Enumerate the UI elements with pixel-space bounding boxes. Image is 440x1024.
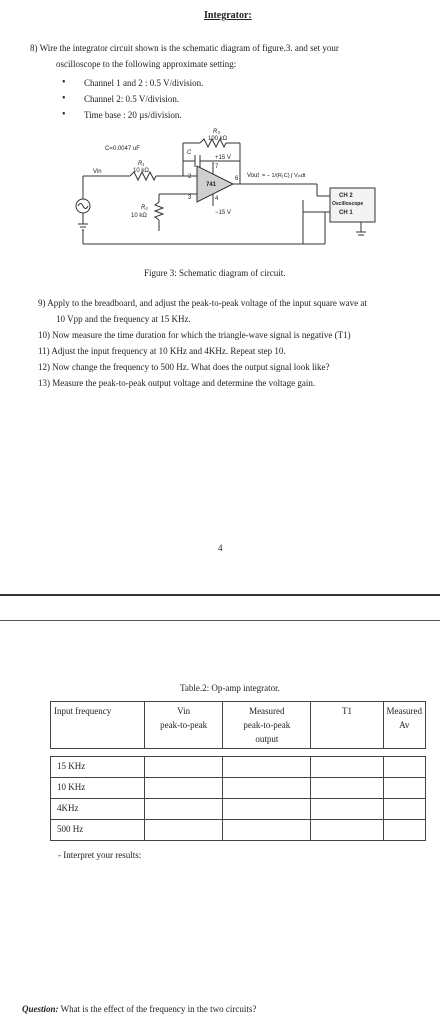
header-vin [145, 702, 223, 749]
page-number: 4 [218, 543, 223, 553]
step-10: 10) Now measure the time duration for which the triangle-wave signal is negative (T1) [38, 330, 351, 340]
page-divider-thin [0, 620, 440, 621]
row-frequency: 4KHz [51, 799, 145, 820]
header-measured-sub: peak-to-peak [243, 720, 291, 730]
table-row [51, 799, 426, 820]
cell-av[interactable] [383, 757, 426, 778]
pin-4: 4 [215, 196, 219, 202]
step-13: 13) Measure the peak-to-peak output voltage and determine the voltage gain. [38, 378, 316, 388]
cell-av[interactable] [383, 820, 426, 841]
r2-name: R₂ [141, 205, 148, 211]
procedure-steps [38, 295, 434, 391]
c-name: C [187, 150, 192, 156]
negative-supply: −15 V [215, 210, 231, 216]
pin-3: 3 [188, 195, 192, 201]
r1-value: 10 kΩ [133, 168, 149, 174]
pin-7: 7 [215, 164, 219, 170]
header-av-sub: Av [399, 720, 410, 730]
results-table [50, 701, 426, 841]
header-vin-title: Vin [177, 706, 191, 716]
header-measured-output [223, 702, 311, 749]
cell-measured[interactable] [223, 799, 311, 820]
table-caption: Table.2: Op-amp integrator. [180, 683, 280, 693]
setting-item: • Time base : 20 µs/division. [62, 107, 203, 123]
step-8-continuation: oscilloscope to the following approximate setting: [56, 59, 237, 69]
r2-value: 10 kΩ [131, 213, 147, 219]
pin-2: 2 [188, 174, 192, 180]
r3-name: R₃ [213, 129, 220, 135]
cell-vin[interactable] [145, 757, 223, 778]
r1-name: R₁ [138, 161, 145, 167]
cell-vin[interactable] [145, 799, 223, 820]
question-text: What is the effect of the frequency in the two circuits? [60, 1004, 257, 1014]
header-vin-sub: peak-to-peak [160, 720, 208, 730]
r3-value: 100 kΩ [208, 136, 228, 142]
scope-title: Oscilloscope [332, 201, 364, 207]
table-row [51, 820, 426, 841]
question [22, 1004, 256, 1014]
table-spacer [51, 749, 426, 757]
step-9: 9) Apply to the breadboard, and adjust the peak-to-peak voltage of the input square wave at [38, 298, 367, 308]
setting-item: • Channel 2: 0.5 V/division. [62, 91, 203, 107]
header-measured-av [383, 702, 426, 749]
scope-ch2: CH 2 [339, 193, 353, 199]
header-av-title: Measured [386, 706, 422, 716]
cell-measured[interactable] [223, 757, 311, 778]
cell-t1[interactable] [311, 778, 383, 799]
step-11: 11) Adjust the input frequency at 10 KHz and 4KHz. Repeat step 10. [38, 346, 286, 356]
cell-t1[interactable] [311, 820, 383, 841]
step-12: 12) Now change the frequency to 500 Hz. What does the output signal look like? [38, 362, 330, 372]
setting-item: • Channel 1 and 2 : 0.5 V/division. [62, 75, 203, 91]
cell-vin[interactable] [145, 778, 223, 799]
cell-measured[interactable] [223, 820, 311, 841]
section-heading: Integrator: [204, 10, 252, 21]
interpret-prompt: - Interpret your results: [58, 850, 141, 860]
cell-vin[interactable] [145, 820, 223, 841]
step-9-continuation: 10 Vpp and the frequency at 15 KHz. [56, 314, 191, 324]
opamp-label: 741 [206, 182, 217, 188]
integrator-schematic [55, 128, 385, 258]
pin-6: 6 [235, 176, 239, 182]
capacitor-value: C=0.0047 uF [105, 146, 140, 152]
scope-ch1: CH 1 [339, 210, 353, 216]
row-frequency: 10 KHz [51, 778, 145, 799]
cell-t1[interactable] [311, 757, 383, 778]
oscilloscope-settings [62, 75, 203, 123]
header-measured-sub2: output [255, 734, 279, 744]
positive-supply: +15 V [215, 155, 231, 161]
header-measured-title: Measured [249, 706, 285, 716]
cell-measured[interactable] [223, 778, 311, 799]
step-8 [30, 40, 430, 72]
output-equation: = − 1/(R₁C) ∫ Vᵢₙdt [262, 173, 306, 179]
cell-t1[interactable] [311, 799, 383, 820]
cell-av[interactable] [383, 799, 426, 820]
table-row [51, 778, 426, 799]
step-8-text: 8) Wire the integrator circuit shown is the schematic diagram of figure.3. and set your [30, 43, 339, 53]
header-input-frequency: Input frequency [51, 702, 145, 749]
cell-av[interactable] [383, 778, 426, 799]
row-frequency: 15 KHz [51, 757, 145, 778]
vout-label: Vout [247, 173, 260, 179]
table-header-row [51, 702, 426, 749]
table-row [51, 757, 426, 778]
header-t1: T1 [311, 702, 383, 749]
question-label: Question: [22, 1004, 59, 1014]
row-frequency: 500 Hz [51, 820, 145, 841]
page-divider [0, 594, 440, 596]
vin-label: Vin [93, 169, 102, 175]
figure-caption: Figure 3: Schematic diagram of circuit. [144, 268, 286, 278]
